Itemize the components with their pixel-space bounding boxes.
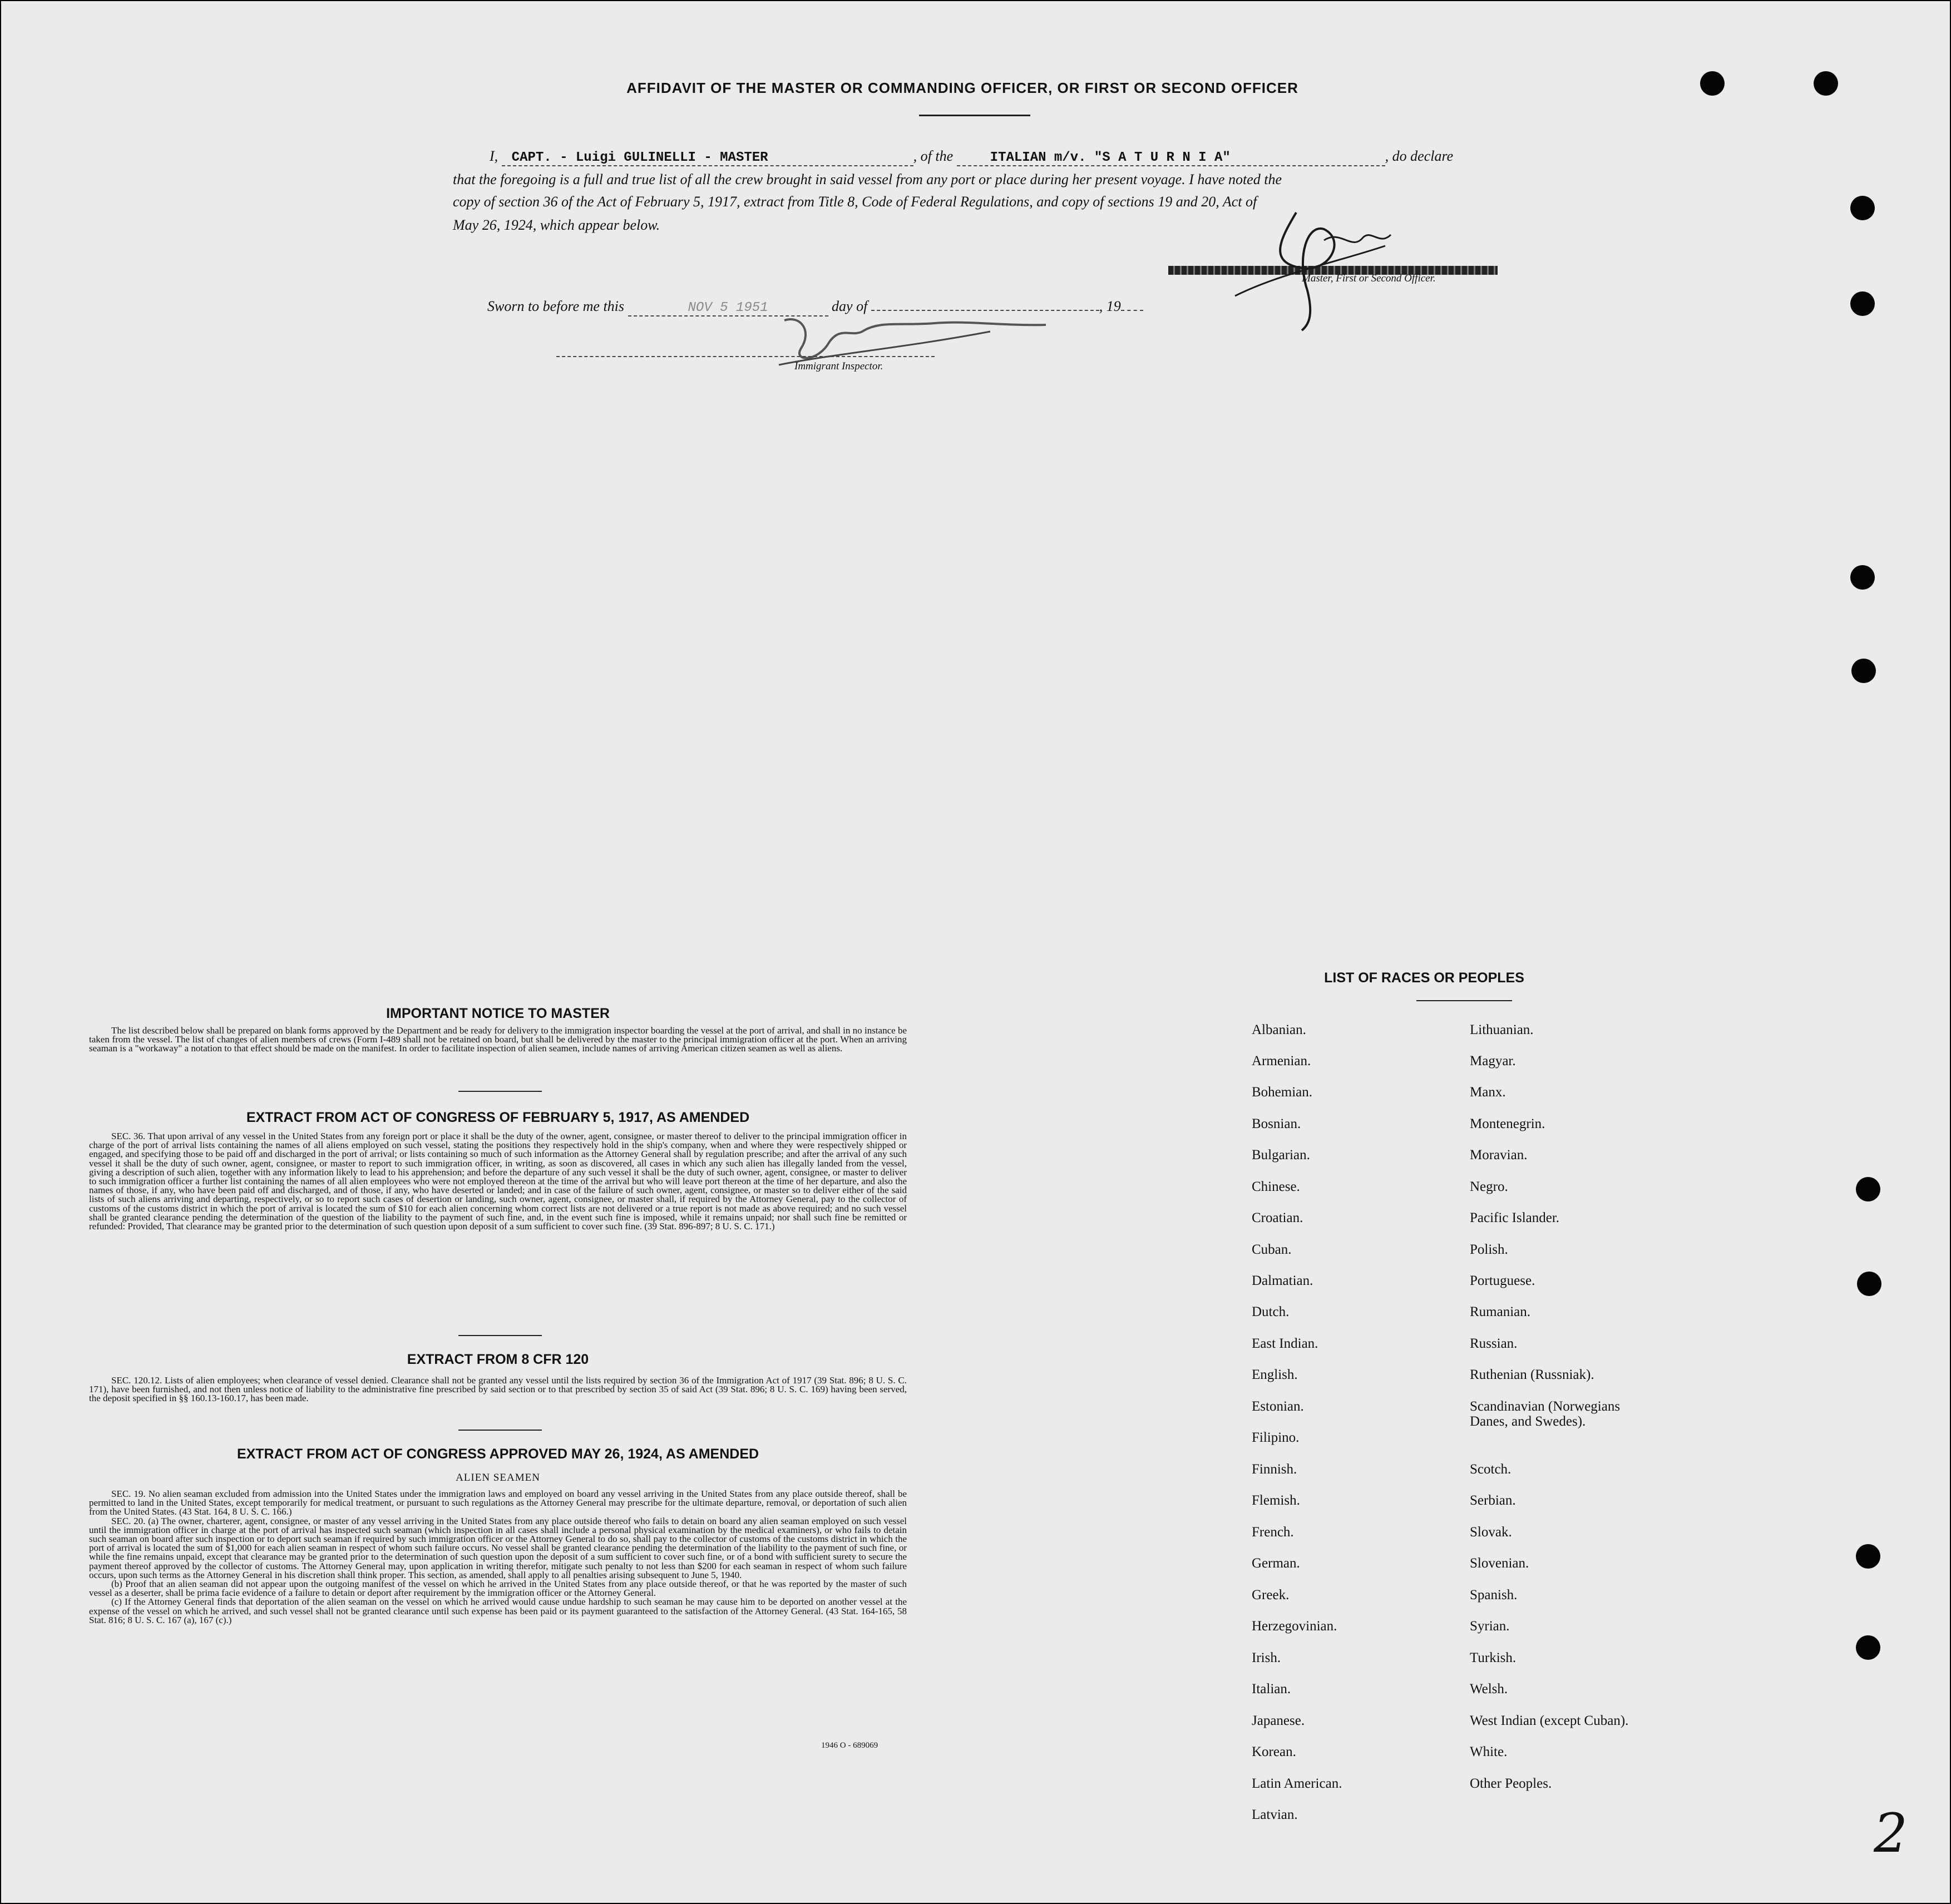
affidavit-line-2: that the foregoing is a full and true list of all the crew brought in said vessel from any port or place during her present voyage. I have noted the (453, 171, 1282, 187)
race-item: Finnish. (1252, 1462, 1297, 1477)
race-item: Ruthenian (Russniak). (1470, 1367, 1594, 1382)
notice-body: The list described below shall be prepared on blank forms approved by the Department and be ready for delivery to the immigration inspector boarding the vessel at the port of arrival, and shall in no instance be taken from the vessel. The list of changes of alien members of crews (Form I-489 shall not be retained on board, but shall be delivered by the master to the principal immigration officer at the port. When an arriving seaman is a "workaway" a notation to that effect should be made on the manifest. In order to facilitate inspection of alien seamen, include names of arriving American citizen seamen as well as aliens. (89, 1025, 907, 1054)
race-item: Bohemian. (1252, 1085, 1313, 1100)
sworn-text: Sworn to before me this (487, 298, 625, 314)
punch-hole (1700, 71, 1725, 96)
race-item: Armenian. (1252, 1054, 1311, 1069)
race-item: Russian. (1470, 1336, 1518, 1351)
race-item: Manx. (1470, 1085, 1506, 1100)
race-item: Moravian. (1470, 1148, 1528, 1163)
race-item: Bulgarian. (1252, 1148, 1310, 1163)
punch-hole (1856, 1177, 1880, 1201)
extract-1924-subtitle: ALIEN SEAMEN (456, 1472, 540, 1483)
race-item: Turkish. (1470, 1650, 1517, 1665)
race-item: Rumanian. (1470, 1304, 1531, 1319)
title-underline (919, 115, 1030, 116)
race-item: French. (1252, 1525, 1294, 1540)
vessel-name: ITALIAN m/v. "S A T U R N I A" (990, 150, 1231, 165)
punch-hole (1856, 1635, 1880, 1660)
page-number: 2 (1874, 1802, 1908, 1865)
race-item: Negro. (1470, 1179, 1508, 1194)
master-name: CAPT. - Luigi GULINELLI - MASTER (511, 150, 768, 165)
punch-hole (1850, 291, 1875, 316)
punch-hole (1814, 71, 1838, 96)
race-item: Scandinavian (Norwegians Danes, and Swedes). (1470, 1399, 1621, 1429)
race-item: Korean. (1252, 1744, 1296, 1759)
section-20a: SEC. 20. (a) The owner, charterer, agent, consignee, or master of any vessel arriving in the United States from any place outside thereof who fails to detain on board any alien seaman employed on such vessel until the immigration officer in charge at the port of arrival has inspected such seaman (which inspection in all cases shall include a personal physical examination by the medical examiners), or who fails to detain such seaman on board after such inspection or to deport such seaman if required by such immigration officer or the Attorney General to do so, shall pay to the collector of customs of the customs district in which the port of arrival is located the sum of $1,000 for each alien seaman in respect of whom such failure occurs. No vessel shall be granted clearance pending the determination of the liability to the payment of such fine, or while the fine remains unpaid, except that clearance may be granted prior to the determination of such question upon the deposit of a sum sufficient to cover such fine, or of a bond with sufficient surety to secure the payment thereof approved by the collector of customs. The Attorney General may, upon application in writing therefor, mitigate such penalty to not less than $200 for each seaman in respect of whom such failure occurs, upon such terms as the Attorney General in his discretion shall think proper. This section, as amended, shall apply to all penalties arising subsequent to June 5, 1940. (89, 1515, 907, 1580)
extract-1917-body: SEC. 36. That upon arrival of any vessel in the United States from any foreign port or place it shall be the duty of the owner, agent, consignee, or master thereof to deliver to the principal immigration officer in charge of the port of arrival lists containing the names of all aliens employed on such vessel, stating the positions they respectively hold in the ship's company, when and where they were respectively shipped or engaged, and specifying those to be paid off and discharged in the port of arrival; or lists containing so much of such information as the Attorney General shall by regulation prescribe; and after the arrival of any such vessel it shall be the duty of such owner, agent, consignee, or master to report to such immigration officer, in writing, as soon as discovered, all cases in which any such alien has illegally landed from the vessel, giving a description of such alien, together with any information likely to lead to his apprehension; and before the departure of any such vessel it shall be the duty of such owner, agent, consignee, or master to deliver to such immigration officer a further list containing the names of all alien employees who were not employed thereon at the time of the arrival but who will leave port thereon at the time of her departure, and also the names of those, if any, who have been paid off and discharged, and of those, if any, who have deserted or landed; and in case of the failure of such owner, agent, consignee, or master so to deliver either of the said lists of such aliens arriving and departing, respectively, or so to report such cases of desertion or landing, such owner, agent, consignee, or master shall, if required by the Attorney General, pay to the collector of customs of the customs district in which the port of arrival is located the sum of $10 for each alien concerning whom correct lists are not delivered or a true report is not made as above required; and no such vessel shall be granted clearance pending the determination of the question of the liability to the payment of such fine, and, in the event such fine is imposed, while it remains unpaid; nor shall such fine be remitted or refunded: Provided, That clearance may be granted prior to the determination of such question upon deposit of a sum sufficient to cover such fine. (39 Stat. 896-897; 8 U. S. C. 171.) (89, 1131, 907, 1232)
race-item: East Indian. (1252, 1336, 1318, 1351)
race-item: Croatian. (1252, 1210, 1303, 1225)
race-item: Other Peoples. (1470, 1776, 1552, 1791)
punch-hole (1857, 1272, 1881, 1296)
race-item: Dalmatian. (1252, 1273, 1313, 1288)
race-item: Syrian. (1470, 1619, 1510, 1634)
master-caption: Master, First or Second Officer. (1302, 273, 1436, 284)
race-item: Serbian. (1470, 1493, 1516, 1508)
race-item: Lithuanian. (1470, 1022, 1534, 1037)
race-item: Japanese. (1252, 1713, 1305, 1728)
race-item: Dutch. (1252, 1304, 1290, 1319)
master-signature (1213, 207, 1413, 335)
race-item: Montenegrin. (1470, 1116, 1545, 1131)
extract-1924-body (89, 1490, 907, 1625)
race-item: Latin American. (1252, 1776, 1342, 1791)
extract-1917-title: EXTRACT FROM ACT OF CONGRESS OF FEBRUARY 5, 1917, AS AMENDED (246, 1110, 750, 1125)
race-item: Welsh. (1470, 1682, 1508, 1697)
race-item: Bosnian. (1252, 1116, 1301, 1131)
divider (458, 1335, 542, 1336)
race-item: Magyar. (1470, 1054, 1516, 1069)
races-title-underline (1416, 1000, 1512, 1001)
race-item: German. (1252, 1556, 1300, 1571)
race-item: Greek. (1252, 1588, 1290, 1603)
extract-1924-title: EXTRACT FROM ACT OF CONGRESS APPROVED MAY 26, 1924, AS AMENDED (236, 1446, 759, 1462)
race-item: West Indian (except Cuban). (1470, 1713, 1629, 1728)
race-item: Portuguese. (1470, 1273, 1535, 1288)
affidavit-line-3: copy of section 36 of the Act of February 5, 1917, extract from Title 8, Code of Federal Regulations, and copy of sections 19 and 20, Act of (453, 194, 1257, 210)
affidavit-title: AFFIDAVIT OF THE MASTER OR COMMANDING OFFICER, OR FIRST OR SECOND OFFICER (626, 80, 1298, 96)
notice-title: IMPORTANT NOTICE TO MASTER (386, 1006, 610, 1021)
punch-hole (1856, 1544, 1880, 1569)
punch-hole (1850, 196, 1875, 220)
of-the-label: , of the (913, 148, 954, 164)
race-item: Estonian. (1252, 1399, 1304, 1414)
race-item: White. (1470, 1744, 1508, 1759)
race-item: Herzegovinian. (1252, 1619, 1337, 1634)
punch-hole (1851, 659, 1876, 683)
affidavit-line-4: May 26, 1924, which appear below. (453, 217, 660, 233)
year-prefix: , 19 (1099, 298, 1121, 314)
race-item: Slovak. (1470, 1525, 1512, 1540)
inspector-caption: Immigrant Inspector. (794, 360, 883, 372)
race-item: English. (1252, 1367, 1298, 1382)
inspector-line (556, 356, 935, 357)
section-20b: (b) Proof that an alien seaman did not appear upon the outgoing manifest of the vessel on which he arrived in the United States from any place outside thereof, or that he was reported by the master of such vessel as a deserter, shall be prima facie evidence of a failure to detain or deport after requirement by the immigration officer or the Attorney General. (89, 1579, 907, 1599)
race-item: Irish. (1252, 1650, 1281, 1665)
extract-cfr-title: EXTRACT FROM 8 CFR 120 (407, 1352, 589, 1367)
affidavit-line-1 (490, 148, 1453, 166)
race-item: Italian. (1252, 1682, 1291, 1697)
date-stamp: NOV 5 1951 (688, 300, 768, 315)
race-item: Albanian. (1252, 1022, 1306, 1037)
race-item: Slovenian. (1470, 1556, 1529, 1571)
section-20c: (c) If the Attorney General finds that deportation of the alien seaman on the vessel on which he arrived would cause undue hardship to such seaman he may cause him to be deported on another vessel at the expense of the vessel on which he arrived, and such vessel shall not be granted clearance until such expense has been paid or its payment guaranteed to the satisfaction of the Attorney General. (43 Stat. 164-165, 58 Stat. 816; 8 U. S. C. 167 (a), 167 (c).) (89, 1596, 907, 1625)
section-19: SEC. 19. No alien seaman excluded from admission into the United States under the immigration laws and employed on board any vessel arriving in the United States from any place outside thereof, shall be permitted to land in the United States, except temporarily for medical treatment, or pursuant to such regulations as the Attorney General may prescribe for the ultimate departure, removal, or deportation of such alien from the United States. (43 Stat. 164, 8 U. S. C. 166.) (89, 1488, 907, 1517)
races-title: LIST OF RACES OR PEOPLES (1324, 970, 1524, 986)
day-of-label: day of (832, 298, 868, 314)
race-item: Flemish. (1252, 1493, 1300, 1508)
punch-hole (1850, 565, 1875, 590)
race-item: Latvian. (1252, 1807, 1298, 1822)
race-item: Filipino. (1252, 1430, 1300, 1445)
extract-cfr-body: SEC. 120.12. Lists of alien employees; when clearance of vessel denied. Clearance shall not be granted any vessel until the lists required by section 36 of the Immigration Act of 1917 (39 Stat. 896; 8 U. S. C. 171), have been furnished, and not then unless notice of liability to the administrative fine prescribed by said section or to that prescribed by section 35 of said Act (39 Stat. 896; 8 U. S. C. 169) having been served, the deposit specified in §§ 160.13-160.17, has been made. (89, 1375, 907, 1404)
race-item: Chinese. (1252, 1179, 1300, 1194)
race-item: Cuban. (1252, 1242, 1292, 1257)
do-declare-label: , do declare (1385, 148, 1454, 164)
race-item: Pacific Islander. (1470, 1210, 1560, 1225)
race-item: Spanish. (1470, 1588, 1518, 1603)
i-prefix: I, (490, 148, 498, 164)
race-item: Scotch. (1470, 1462, 1512, 1477)
divider (458, 1430, 542, 1431)
print-code: 1946 O - 689069 (821, 1741, 878, 1750)
race-item: Polish. (1470, 1242, 1508, 1257)
divider (458, 1091, 542, 1092)
